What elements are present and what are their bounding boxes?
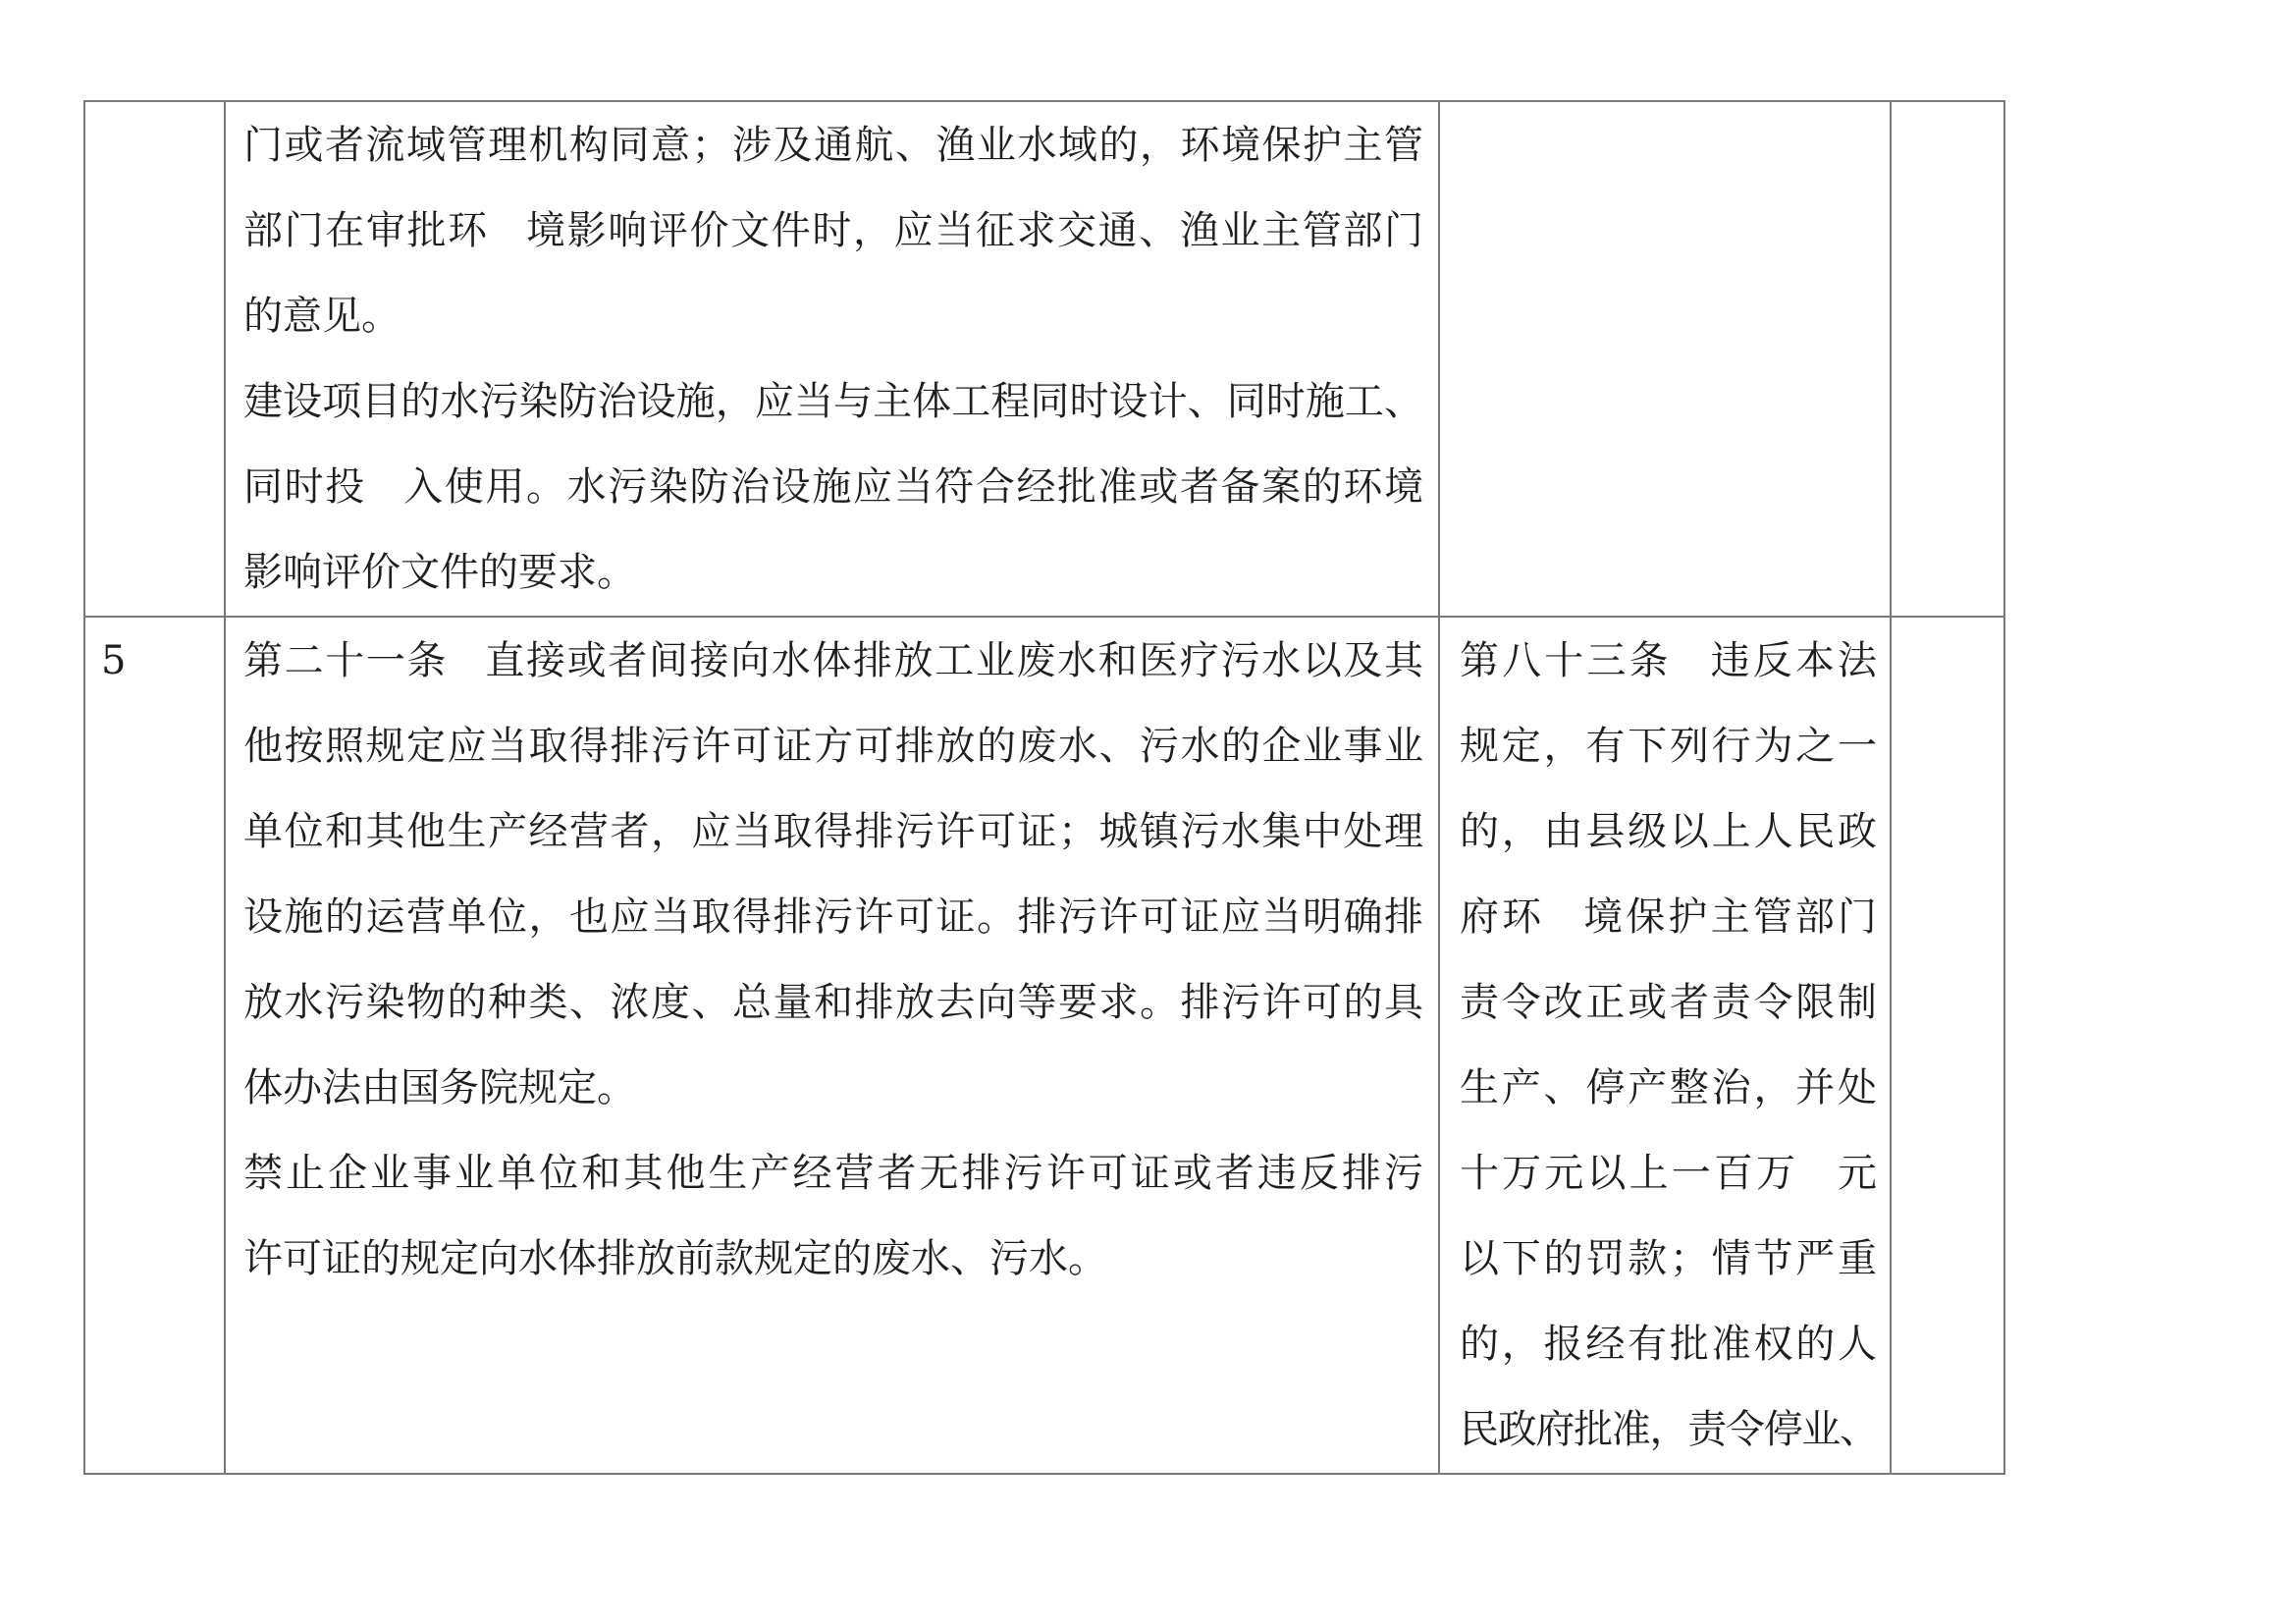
text-line: 的意见。 [243,294,400,339]
row-number-cell [84,101,225,617]
text-line: 责令改正或者责令限制 [1460,980,1877,1025]
provision-cell [225,101,1439,617]
remark-cell [1891,101,2004,617]
text-line: 建设项目的水污染防治设施，应当与主体工程同时设计、同时施工、 [243,379,1423,424]
text-line: 第二十一条 直接或者间接向水体排放工业废水和医疗污水以及其 [243,638,1423,683]
row-number: 5 [101,638,127,683]
text-line: 部门在审批环 境影响评价文件时，应当征求交通、渔业主管部门 [243,208,1423,253]
text-line: 许可证的规定向水体排放前款规定的废水、污水。 [243,1236,1107,1281]
text-line: 禁止企业事业单位和其他生产经营者无排污许可证或者违反排污 [243,1151,1423,1196]
text-line: 规定，有下列行为之一 [1460,724,1877,769]
text-line: 体办法由国务院规定。 [243,1065,636,1110]
text-line: 府环 境保护主管部门 [1460,894,1877,940]
text-line: 门或者流域管理机构同意；涉及通航、渔业水域的，环境保护主管 [243,123,1423,168]
text-line: 以下的罚款；情节严重 [1460,1236,1877,1281]
table-row [84,617,2004,1474]
text-line: 十万元以上一百万 元 [1460,1151,1877,1196]
text-line: 设施的运营单位，也应当取得排污许可证。排污许可证应当明确排 [243,894,1423,940]
provision-cell [225,617,1439,1474]
text-line: 的，由县级以上人民政 [1460,809,1877,854]
text-line: 同时投 入使用。水污染防治设施应当符合经批准或者备案的环境 [243,464,1423,510]
table-row [84,101,2004,617]
row-number-cell [84,617,225,1474]
text-line: 的，报经有批准权的人 [1460,1322,1877,1367]
text-line: 影响评价文件的要求。 [243,550,636,595]
document-table [83,100,2005,1475]
remark-cell [1891,617,2004,1474]
penalty-cell [1439,101,1891,617]
text-line: 他按照规定应当取得排污许可证方可排放的废水、污水的企业事业 [243,724,1423,769]
text-line: 放水污染物的种类、浓度、总量和排放去向等要求。排污许可的具 [243,980,1423,1025]
text-line: 民政府批准，责令停业、 [1460,1407,1878,1452]
text-line: 单位和其他生产经营者，应当取得排污许可证；城镇污水集中处理 [243,809,1423,854]
penalty-cell [1439,617,1891,1474]
text-line: 生产、停产整治，并处 [1460,1065,1877,1110]
text-line: 第八十三条 违反本法 [1460,638,1877,683]
